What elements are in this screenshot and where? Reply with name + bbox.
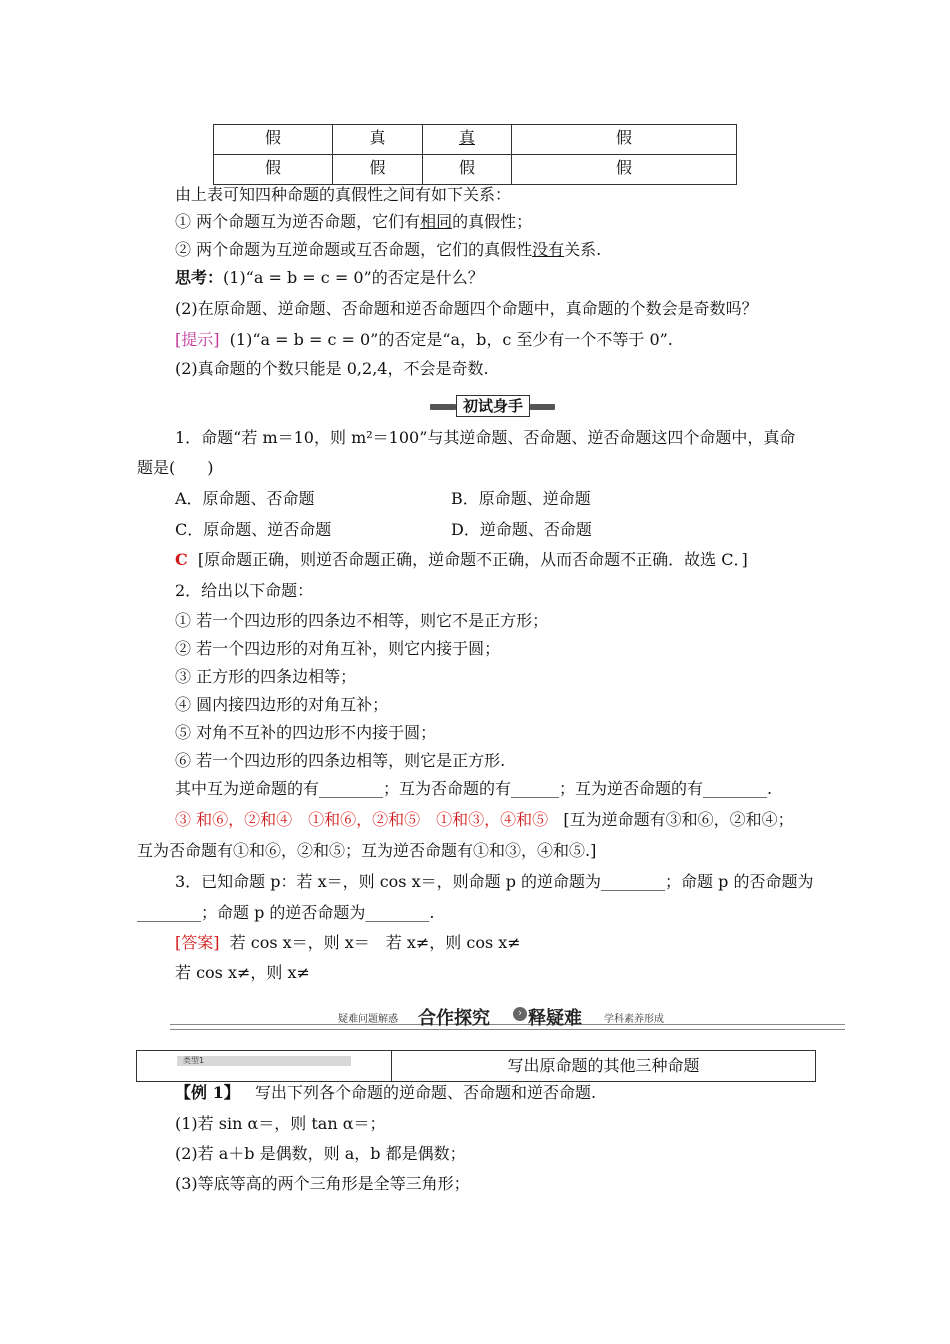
think-q2: (2)在原命题、逆命题、否命题和逆否命题四个命题中，真命题的个数会是奇数吗？ — [175, 299, 758, 318]
q2-prompt: 其中互为逆命题的有________；互为否命题的有______；互为逆否命题的有________. — [175, 779, 773, 798]
relation-2-fill: 没有 — [532, 240, 565, 259]
q1-stem-cont: 题是( ) — [137, 458, 214, 477]
list-item: ⑥ 若一个四边形的四条边相等，则它是正方形. — [175, 751, 506, 770]
q1-option-b: B．原命题、逆命题 — [451, 489, 591, 508]
relation-1 — [175, 211, 532, 233]
example-label: 【例 1】 — [175, 1083, 240, 1102]
q2-stem: 2．给出以下命题： — [175, 581, 314, 600]
section-header — [170, 1004, 845, 1030]
q3-answer-text: 若 cos x＝，则 x＝ 若 x≠，则 cos x≠ — [229, 933, 521, 952]
q3-answer — [175, 932, 521, 954]
chevron-right-icon: › — [513, 1007, 527, 1021]
section-left-caption: 疑难问题解惑 — [338, 1014, 398, 1025]
table-cell: 假 — [423, 155, 512, 185]
q1-option-c: C．原命题、逆否命题 — [175, 520, 332, 539]
q1-answer — [175, 549, 748, 571]
section-title-b: 释疑难 — [528, 1008, 582, 1029]
relation-2-post: 关系. — [564, 240, 602, 259]
list-item: ③ 正方形的四条边相等； — [175, 667, 357, 686]
table-row — [214, 125, 737, 155]
truth-table — [213, 124, 737, 185]
think-label: 思考： — [175, 268, 224, 287]
relation-1-fill: 相同 — [420, 212, 453, 231]
table-cell: 假 — [214, 125, 333, 155]
list-item: ⑤ 对角不互补的四边形不内接于圆； — [175, 723, 437, 742]
table-cell: 真 — [333, 125, 423, 155]
q2-explain: [互为逆命题有③和⑥，②和④； — [563, 810, 794, 829]
q3-answer-label: [答案] — [175, 933, 220, 952]
q1-explain: [原命题正确，则逆否命题正确，逆命题不正确，从而否命题不正确．故选 C．] — [197, 550, 748, 569]
table-row — [214, 155, 737, 185]
q3-answer-cont: 若 cos x≠，则 x≠ — [175, 963, 310, 982]
section-rule — [170, 1024, 845, 1030]
list-item: ④ 圆内接四边形的对角互补； — [175, 695, 389, 714]
list-item: (1)若 sin α＝，则 tan α＝； — [175, 1114, 386, 1133]
intro-text: 由上表可知四种命题的真假性之间有如下关系： — [175, 185, 512, 204]
banner-title: 初试身手 — [456, 395, 530, 417]
hint-a1 — [175, 329, 673, 351]
q1-stem: 1．命题“若 m＝10，则 m²＝100”与其逆命题、否命题、逆否命题这四个命题中，真命 — [175, 428, 796, 447]
banner-bar-right — [530, 404, 555, 410]
list-item: ② 若一个四边形的对角互补，则它内接于圆； — [175, 639, 501, 658]
hint-a2: (2)真命题的个数只能是 0,2,4，不会是奇数. — [175, 359, 489, 378]
table-cell: 假 — [512, 155, 737, 185]
think-q1-text: (1)“a = b = c = 0”的否定是什么？ — [223, 268, 484, 287]
relation-1-pre: ① 两个命题互为逆否命题，它们有 — [175, 212, 421, 231]
hint-a1-text: (1)“a = b = c = 0”的否定是“a，b，c 至少有一个不等于 0”. — [229, 330, 673, 349]
section-right-caption: 学科素养形成 — [604, 1014, 664, 1025]
type-tag: 类型1 — [177, 1056, 351, 1066]
hint-label: [提示] — [175, 330, 220, 349]
q1-answer-letter: C — [175, 550, 188, 569]
q3-stem: 3．已知命题 p：若 x＝，则 cos x＝，则命题 p 的逆命题为________；命题 p 的否命题为 — [175, 872, 814, 891]
type-box — [136, 1050, 816, 1082]
q3-stem-cont: ________；命题 p 的逆否命题为________. — [137, 903, 435, 922]
relation-1-post: 的真假性； — [452, 212, 533, 231]
section-banner — [430, 395, 555, 417]
q2-answer-text: ③ 和⑥，②和④ ①和⑥，②和⑤ ①和③，④和⑤ — [175, 810, 549, 829]
list-item: ① 若一个四边形的四条边不相等，则它不是正方形； — [175, 611, 549, 630]
q2-explain-cont: 互为否命题有①和⑥，②和⑤；互为逆否命题有①和③，④和⑤.] — [137, 841, 597, 860]
table-cell: 假 — [333, 155, 423, 185]
type-topic: 写出原命题的其他三种命题 — [507, 1056, 700, 1075]
list-item: (2)若 a＋b 是偶数，则 a，b 都是偶数； — [175, 1144, 466, 1163]
banner-bar-left — [430, 404, 456, 410]
table-cell: 假 — [214, 155, 333, 185]
relation-2-pre: ② 两个命题为互逆命题或互否命题，它们的真假性 — [175, 240, 533, 259]
q1-option-d: D．逆命题、否命题 — [451, 520, 592, 539]
q1-option-a: A．原命题、否命题 — [175, 489, 315, 508]
section-title-a: 合作探究 — [418, 1008, 490, 1029]
table-cell: 假 — [512, 125, 737, 155]
relation-2 — [175, 239, 601, 261]
example-stem — [175, 1082, 596, 1104]
think-q1 — [175, 267, 484, 289]
table-cell: 真 — [423, 125, 512, 155]
q2-answer — [175, 809, 794, 831]
list-item: (3)等底等高的两个三角形是全等三角形； — [175, 1174, 470, 1193]
example-stem-text: 写出下列各个命题的逆命题、否命题和逆否命题. — [254, 1083, 597, 1102]
